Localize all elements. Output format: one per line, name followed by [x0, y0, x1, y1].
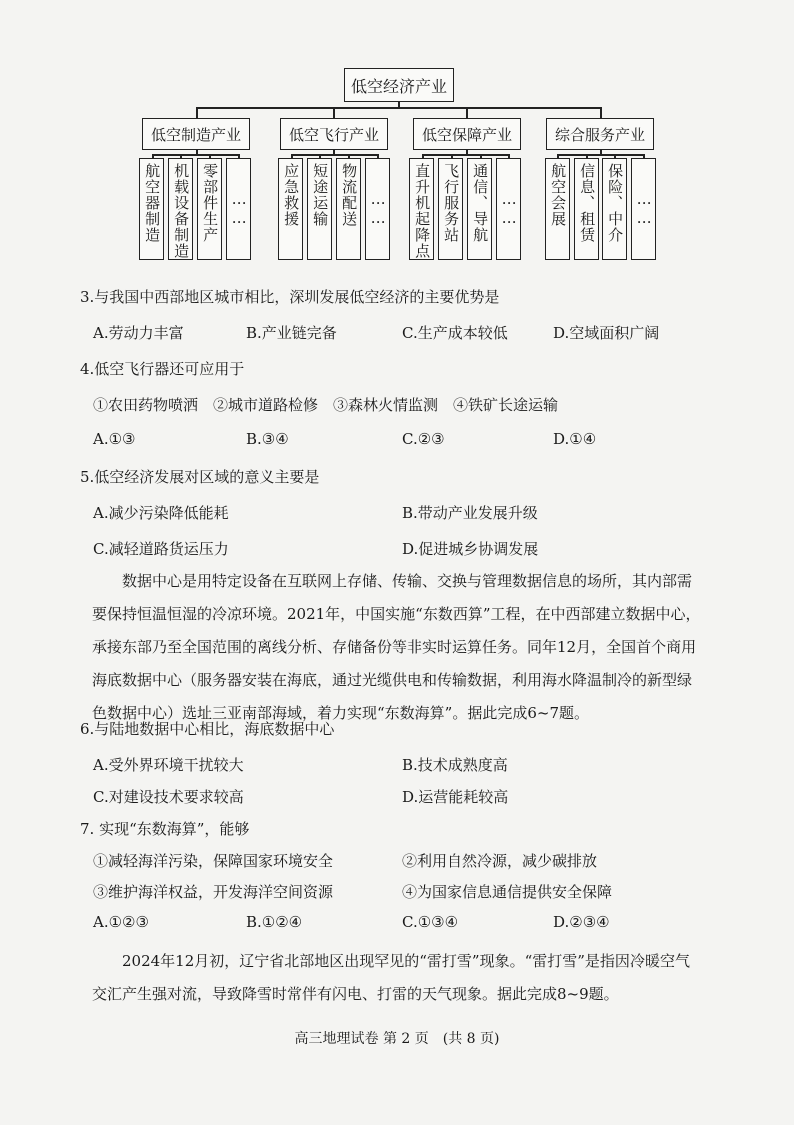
q5-option-b[interactable]: B.带动产业发展升级 — [402, 504, 538, 522]
q6-option-a[interactable]: A.受外界环境干扰较大 — [93, 756, 244, 774]
connector-line — [600, 107, 602, 118]
q7-statement-4: ④为国家信息通信提供安全保障 — [402, 883, 613, 901]
leaf-box: 应急救援 — [278, 158, 303, 260]
leaf-box: 航空会展 — [545, 158, 570, 260]
diagram-root-box: 低空经济产业 — [344, 68, 454, 102]
q3-option-d[interactable]: D.空域面积广阔 — [553, 324, 660, 342]
leaf-box: 信息、租赁 — [574, 158, 599, 260]
q7-option-a[interactable]: A.①②③ — [93, 913, 149, 931]
q4-option-c[interactable]: C.②③ — [402, 430, 445, 448]
q6-stem: 6.与陆地数据中心相比，海底数据中心 — [80, 720, 335, 738]
leaf-box: 短途运输 — [307, 158, 332, 260]
q7-statement-2: ②利用自然冷源，减少碳排放 — [402, 852, 598, 870]
q6-option-d[interactable]: D.运营能耗较高 — [402, 788, 509, 806]
q4-option-d[interactable]: D.①④ — [553, 430, 597, 448]
q5-option-d[interactable]: D.促进城乡协调发展 — [402, 540, 539, 558]
leaf-box: 保险、中介 — [602, 158, 627, 260]
leaf-box: 零部件生产 — [197, 158, 222, 260]
leaf-box: 航空器制造 — [139, 158, 164, 260]
q4-option-a[interactable]: A.①③ — [93, 430, 136, 448]
leaf-box-ellipsis: …… — [226, 158, 251, 260]
leaf-box-ellipsis: …… — [496, 158, 521, 260]
q4-option-b[interactable]: B.③④ — [246, 430, 289, 448]
connector-line — [466, 107, 468, 118]
q5-option-a[interactable]: A.减少污染降低能耗 — [93, 504, 229, 522]
connector-line — [422, 154, 508, 156]
category-box-services: 综合服务产业 — [546, 118, 654, 150]
leaf-box: 物流配送 — [336, 158, 361, 260]
q5-stem: 5.低空经济发展对区域的意义主要是 — [80, 468, 320, 486]
passage-data-center — [92, 565, 704, 730]
leaf-box-ellipsis: …… — [365, 158, 390, 260]
q7-option-d[interactable]: D.②③④ — [553, 913, 610, 931]
connector-line — [196, 107, 198, 118]
q6-option-c[interactable]: C.对建设技术要求较高 — [93, 788, 244, 806]
connector-line — [291, 154, 377, 156]
category-box-support: 低空保障产业 — [413, 118, 521, 150]
connector-line — [196, 107, 600, 109]
q3-stem: 3.与我国中西部地区城市相比，深圳发展低空经济的主要优势是 — [80, 288, 500, 306]
leaf-box: 通信、导航 — [467, 158, 492, 260]
leaf-box: 飞行服务站 — [438, 158, 463, 260]
q3-option-c[interactable]: C.生产成本较低 — [402, 324, 508, 342]
passage-thundersnow — [92, 945, 704, 1011]
q7-option-c[interactable]: C.①③④ — [402, 913, 459, 931]
category-box-flight: 低空飞行产业 — [280, 118, 388, 150]
passage-text: 2024年12月初，辽宁省北部地区出现罕见的“雷打雪”现象。“雷打雪”是指因冷暖空气交汇产生强对流，导致降雪时常伴有闪电、打雷的天气现象。据此完成8~9题。 — [92, 952, 690, 1003]
leaf-box: 机载设备制造 — [168, 158, 193, 260]
page-footer: 高三地理试卷 第 2 页 (共 8 页) — [294, 1031, 500, 1047]
q3-option-b[interactable]: B.产业链完备 — [246, 324, 337, 342]
q7-stem: 7. 实现“东数海算”，能够 — [80, 820, 250, 838]
q3-option-a[interactable]: A.劳动力丰富 — [93, 324, 184, 342]
q6-option-b[interactable]: B.技术成熟度高 — [402, 756, 508, 774]
passage-text: 数据中心是用特定设备在互联网上存储、传输、交换与管理数据信息的场所，其内部需要保持恒温恒湿的冷凉环境。2021年，中国实施“东数西算”工程，在中西部建立数据中心，承接东部乃至全国范围的离线分析、存储备份等非实时运算任务。同年12月，全国首个商用海底数据中心（服务器安装在海底，通过光缆供电和传输数据，利用海水降温制冷的新型绿色数据中心）选址三亚南部海域，着力实现“东数海算”。据此完成6~7题。 — [92, 572, 701, 722]
q7-statement-3: ③维护海洋权益，开发海洋空间资源 — [93, 883, 334, 901]
industry-tree-diagram — [0, 0, 794, 275]
q7-option-b[interactable]: B.①②④ — [246, 913, 303, 931]
connector-line — [152, 154, 238, 156]
q4-stem: 4.低空飞行器还可应用于 — [80, 360, 245, 378]
q7-statement-1: ①减轻海洋污染，保障国家环境安全 — [93, 852, 334, 870]
q5-option-c[interactable]: C.减轻道路货运压力 — [93, 540, 229, 558]
category-box-manufacturing: 低空制造产业 — [142, 118, 250, 150]
q4-statements: ①农田药物喷洒 ②城市道路检修 ③森林火情监测 ④铁矿长途运输 — [93, 396, 559, 414]
connector-line — [333, 107, 335, 118]
leaf-box: 直升机起降点 — [409, 158, 434, 260]
connector-line — [557, 154, 643, 156]
leaf-box-ellipsis: …… — [631, 158, 656, 260]
